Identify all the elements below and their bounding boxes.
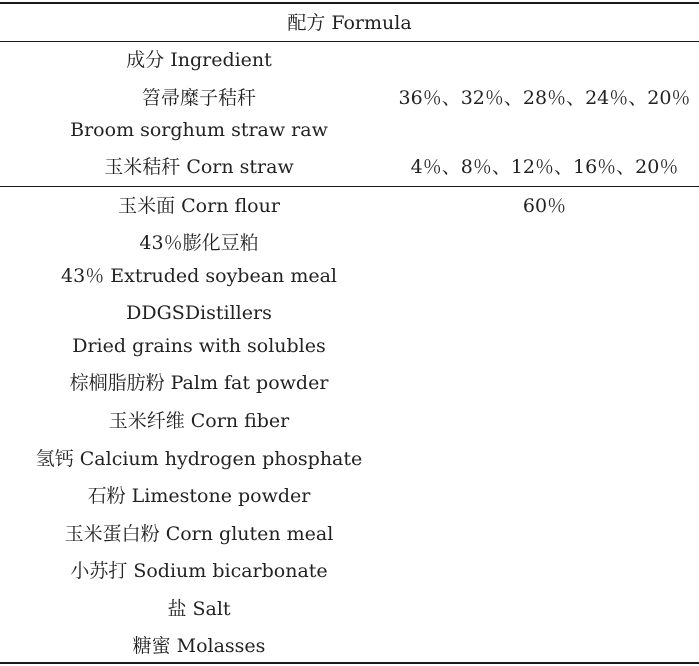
row-label: 玉米秸秆 Corn straw [104, 156, 294, 178]
header-rule [0, 41, 699, 42]
row-label: 43％ Extruded soybean meal [61, 265, 337, 287]
row-label: 小苏打 Sodium bicarbonate [70, 560, 328, 582]
row-value: 60％ [522, 195, 567, 217]
table-bottom-rule [0, 662, 699, 664]
row-label: 成分 Ingredient [126, 49, 272, 71]
row-label: 玉米蛋白粉 Corn gluten meal [64, 523, 334, 545]
row-label: 玉米纤维 Corn fiber [108, 410, 290, 432]
row-label: 石粉 Limestone powder [87, 485, 311, 507]
row-label: DDGSDistillers [126, 302, 272, 324]
row-label: Dried grains with solubles [72, 335, 326, 357]
row-label: Broom sorghum straw raw [70, 119, 328, 141]
row-label: 氢钙 Calcium hydrogen phosphate [35, 448, 363, 470]
table-top-rule [0, 2, 699, 4]
row-value: 4％、8％、12％、16％、20％ [410, 156, 679, 178]
table-header: 配方 Formula [287, 12, 412, 34]
section-rule [0, 186, 699, 187]
row-label: 笤帚糜子秸秆 [141, 87, 256, 109]
row-label: 糖蜜 Molasses [132, 635, 266, 657]
row-label: 43％膨化豆粕 [139, 232, 259, 254]
row-value: 36％、32％、28％、24％、20％ [398, 87, 691, 109]
row-label: 盐 Salt [167, 598, 231, 620]
row-label: 棕榈脂肪粉 Palm fat powder [69, 372, 329, 394]
row-label: 玉米面 Corn flour [118, 195, 280, 217]
